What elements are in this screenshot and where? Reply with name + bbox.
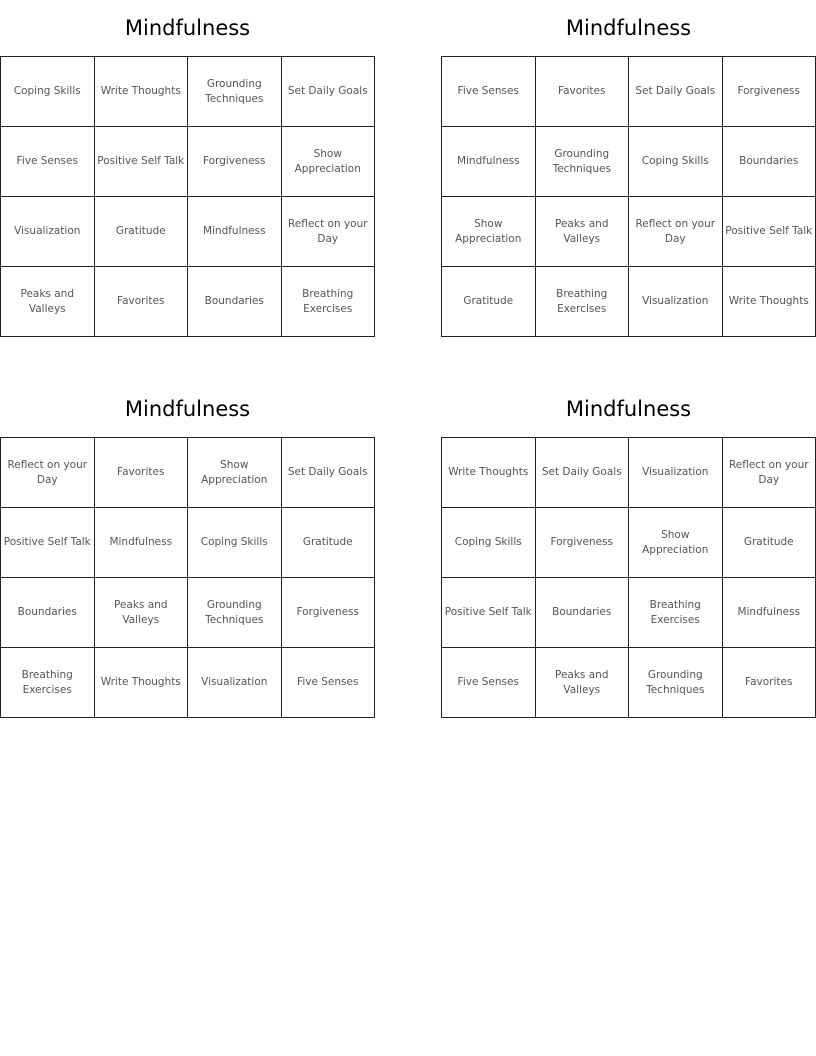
bingo-cell: Favorites xyxy=(536,57,630,127)
bingo-cell: Forgiveness xyxy=(536,508,630,578)
card-title: Mindfulness xyxy=(565,16,692,40)
bingo-cell: Show Appreciation xyxy=(442,197,536,267)
bingo-cell: Visualization xyxy=(629,267,723,337)
bingo-cell: Boundaries xyxy=(536,578,630,648)
bingo-cell: Visualization xyxy=(1,197,95,267)
bingo-cell: Set Daily Goals xyxy=(629,57,723,127)
bingo-cell: Five Senses xyxy=(1,127,95,197)
bingo-cell: Peaks and Valleys xyxy=(536,197,630,267)
bingo-cell: Coping Skills xyxy=(629,127,723,197)
bingo-cell: Positive Self Talk xyxy=(723,197,816,267)
bingo-cell: Favorites xyxy=(95,267,189,337)
bingo-cell: Show Appreciation xyxy=(629,508,723,578)
bingo-cell: Boundaries xyxy=(1,578,95,648)
bingo-cell: Grounding Techniques xyxy=(536,127,630,197)
bingo-cell: Reflect on your Day xyxy=(723,438,816,508)
bingo-cell: Breathing Exercises xyxy=(282,267,376,337)
bingo-cell: Show Appreciation xyxy=(282,127,376,197)
bingo-cell: Write Thoughts xyxy=(95,57,189,127)
bingo-cell: Coping Skills xyxy=(1,57,95,127)
bingo-cell: Positive Self Talk xyxy=(1,508,95,578)
bingo-cell: Mindfulness xyxy=(95,508,189,578)
bingo-cell: Favorites xyxy=(95,438,189,508)
bingo-cell: Favorites xyxy=(723,648,816,718)
bingo-card-2 xyxy=(441,0,816,337)
bingo-cell: Peaks and Valleys xyxy=(536,648,630,718)
bingo-cell: Peaks and Valleys xyxy=(95,578,189,648)
bingo-cell: Breathing Exercises xyxy=(1,648,95,718)
bingo-cell: Set Daily Goals xyxy=(282,57,376,127)
bingo-card-4 xyxy=(441,381,816,718)
bingo-cell: Five Senses xyxy=(442,57,536,127)
bingo-cell: Show Appreciation xyxy=(188,438,282,508)
bingo-card-1 xyxy=(0,0,375,337)
bingo-cell: Coping Skills xyxy=(442,508,536,578)
bingo-cell: Mindfulness xyxy=(723,578,816,648)
bingo-cell: Set Daily Goals xyxy=(536,438,630,508)
bingo-cell: Visualization xyxy=(188,648,282,718)
bingo-cell: Positive Self Talk xyxy=(442,578,536,648)
bingo-cell: Boundaries xyxy=(723,127,816,197)
bingo-cell: Grounding Techniques xyxy=(188,57,282,127)
bingo-cell: Breathing Exercises xyxy=(629,578,723,648)
bingo-grid xyxy=(441,56,816,337)
bingo-cell: Mindfulness xyxy=(188,197,282,267)
bingo-cell: Five Senses xyxy=(442,648,536,718)
bingo-cell: Forgiveness xyxy=(282,578,376,648)
bingo-cell: Breathing Exercises xyxy=(536,267,630,337)
bingo-cell: Five Senses xyxy=(282,648,376,718)
bingo-cell: Positive Self Talk xyxy=(95,127,189,197)
card-title: Mindfulness xyxy=(124,16,251,40)
bingo-grid xyxy=(441,437,816,718)
bingo-cell: Write Thoughts xyxy=(442,438,536,508)
bingo-cell: Forgiveness xyxy=(188,127,282,197)
bingo-cell: Gratitude xyxy=(282,508,376,578)
bingo-cell: Write Thoughts xyxy=(723,267,816,337)
bingo-cell: Reflect on your Day xyxy=(629,197,723,267)
bingo-cell: Gratitude xyxy=(723,508,816,578)
bingo-grid xyxy=(0,437,375,718)
bingo-cell: Grounding Techniques xyxy=(629,648,723,718)
card-title: Mindfulness xyxy=(124,397,251,421)
bingo-cell: Peaks and Valleys xyxy=(1,267,95,337)
bingo-cell: Coping Skills xyxy=(188,508,282,578)
card-title: Mindfulness xyxy=(565,397,692,421)
bingo-cell: Write Thoughts xyxy=(95,648,189,718)
bingo-cell: Reflect on your Day xyxy=(1,438,95,508)
bingo-card-3 xyxy=(0,381,375,718)
bingo-cell: Set Daily Goals xyxy=(282,438,376,508)
bingo-cell: Visualization xyxy=(629,438,723,508)
bingo-cell: Gratitude xyxy=(95,197,189,267)
bingo-cell: Mindfulness xyxy=(442,127,536,197)
bingo-cell: Reflect on your Day xyxy=(282,197,376,267)
bingo-grid xyxy=(0,56,375,337)
bingo-cell: Boundaries xyxy=(188,267,282,337)
bingo-cell: Gratitude xyxy=(442,267,536,337)
bingo-cell: Grounding Techniques xyxy=(188,578,282,648)
bingo-cell: Forgiveness xyxy=(723,57,816,127)
